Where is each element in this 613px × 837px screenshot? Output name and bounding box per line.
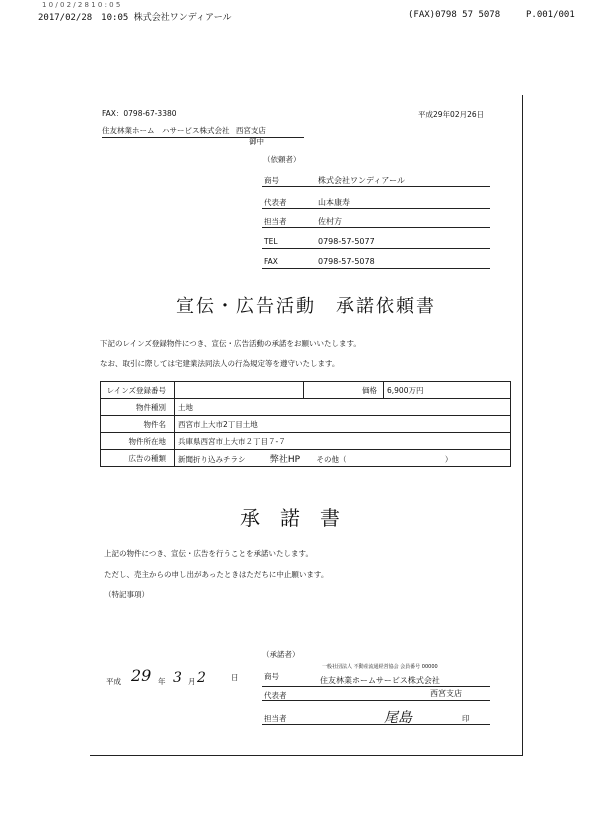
requester-heading: （依頼者） <box>263 155 301 164</box>
requester-value-tel: 0798-57-5077 <box>318 237 375 246</box>
media-option-other: その他（ <box>316 454 347 464</box>
requester-line-fax <box>262 268 490 269</box>
recipient-branch: 西宮支店 <box>235 126 266 135</box>
recipient-honorific: 御中 <box>249 137 264 146</box>
sign-date-year-unit: 年 <box>158 677 166 686</box>
intro-line-2: なお、取引に際しては宅建業法同法人の行為規定等を遵守いたします。 <box>100 359 340 368</box>
approver-seal-mark: 印 <box>462 714 470 723</box>
requester-label-daihyo: 代表者 <box>264 198 287 207</box>
fax-header-tiny: 1 0 / 0 2 / 2 8 1 0 : 0 5 <box>42 1 121 9</box>
sign-date-month-unit: 月 <box>188 677 196 686</box>
table-row <box>101 433 511 450</box>
approver-heading: （承諾者） <box>262 650 300 659</box>
recipient-fax: FAX：0798-67-3380 <box>102 109 177 118</box>
sign-date-day: 2 <box>197 670 206 686</box>
approval-line-1: 上記の物件につき、宣伝・広告を行うことを承諾いたします。 <box>104 549 313 558</box>
table-row <box>101 450 511 467</box>
media-option-hp: 弊社HP <box>269 454 301 465</box>
price-value: 6,900万円 <box>384 382 511 399</box>
property-table <box>100 381 511 467</box>
main-title: 宣伝・広告活動 承諾依頼書 <box>176 296 436 317</box>
approver-label-daihyo: 代表者 <box>264 691 287 700</box>
row-value-location: 兵庫県西宮市上大市２丁目７-７ <box>175 433 511 450</box>
requester-label-shogo: 商号 <box>264 176 279 185</box>
recipient-underline <box>102 137 304 138</box>
approver-line-tanto <box>262 724 490 725</box>
requester-value-fax: 0798-57-5078 <box>318 257 375 266</box>
price-label: 価格 <box>304 382 384 399</box>
approver-label-tanto: 担当者 <box>264 714 287 723</box>
approver-line-daihyo <box>262 700 490 701</box>
requester-value-shogo: 株式会社ワンディアール <box>318 176 405 185</box>
approval-line-2: ただし、売主からの申し出があったときはただちに中止願います。 <box>104 570 329 579</box>
row-label-location: 物件所在地 <box>101 433 175 450</box>
fax-header-number: (FAX)0798 57 5078 <box>408 10 501 20</box>
media-option-close: ） <box>444 454 453 464</box>
table-row <box>101 416 511 433</box>
sign-date-year: 29 <box>131 666 152 685</box>
requester-line-tanto <box>262 227 490 228</box>
row-value-name: 西宮市上大市2丁目土地 <box>175 416 511 433</box>
recipient-company <box>102 125 266 136</box>
requester-value-daihyo: 山本康寿 <box>318 198 350 207</box>
sign-date-prefix: 平成 <box>106 677 121 686</box>
requester-label-fax: FAX <box>264 257 278 266</box>
fax-header-page: P.001/001 <box>526 10 575 20</box>
requester-label-tel: TEL <box>264 237 278 246</box>
recipient-company-name: 住友林業ホーム ハサービス株式会社 <box>102 126 230 135</box>
requester-line-shogo <box>262 186 490 187</box>
media-options <box>175 450 511 467</box>
row-label-name: 物件名 <box>101 416 175 433</box>
reins-label: レインズ登録番号 <box>101 382 175 399</box>
requester-label-tanto: 担当者 <box>264 217 287 226</box>
requester-line-daihyo <box>262 208 490 209</box>
table-row <box>101 399 511 416</box>
table-row <box>101 382 511 399</box>
sign-date-day-unit: 日 <box>231 673 239 682</box>
row-value-type: 土地 <box>175 399 511 416</box>
approver-label-shogo: 商号 <box>264 672 279 681</box>
approval-title: 承 諾 書 <box>240 506 340 530</box>
media-option-flyer: 新聞折り込みチラシ <box>178 454 246 464</box>
intro-line-1: 下記のレインズ登録物件につき、宣伝・広告活動の承諾をお願いいたします。 <box>100 339 361 348</box>
approver-line-shogo <box>262 686 490 687</box>
approver-stamp-caption: 一般社団法人 不動産流通経営協会 会員番号 00000 <box>322 664 438 670</box>
special-note: （特記事項） <box>104 590 149 599</box>
approver-value-shogo: 住友林業ホームサービス株式会社 <box>320 676 440 685</box>
document-date: 平成29年02月26日 <box>418 110 485 119</box>
row-label-type: 物件種別 <box>101 399 175 416</box>
requester-value-tanto: 佐村方 <box>318 217 342 226</box>
requester-line-tel <box>262 248 490 249</box>
approver-value-daihyo: 西宮支店 <box>430 689 462 698</box>
approver-value-tanto: 尾島 <box>384 710 412 726</box>
media-label: 広告の種類 <box>101 450 175 467</box>
reins-value <box>175 382 304 399</box>
fax-header-datetime: 2017/02/28 10:05 株式会社ワンディアール <box>38 13 232 23</box>
sign-date-month: 3 <box>173 670 182 686</box>
